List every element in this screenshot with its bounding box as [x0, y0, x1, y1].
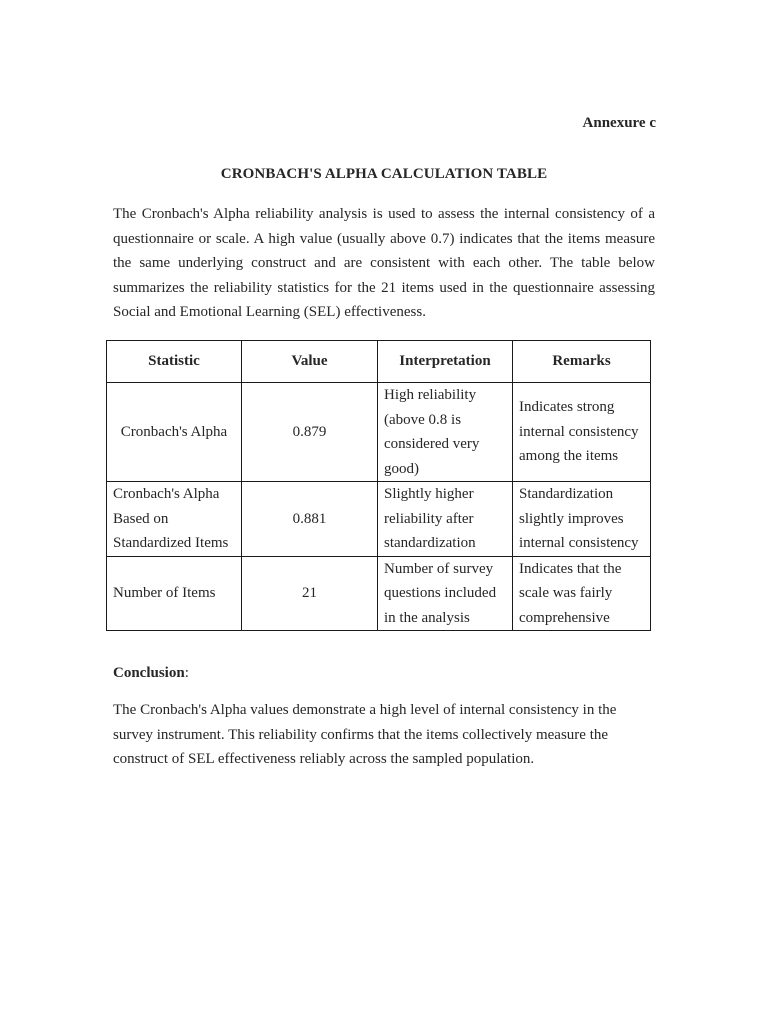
conclusion-heading [113, 663, 189, 683]
cell-remarks: Standardization slightly improves internal consistency [513, 482, 651, 557]
table-row [107, 383, 651, 482]
cell-statistic: Cronbach's Alpha [107, 383, 242, 482]
cell-statistic: Number of Items [107, 556, 242, 631]
table-row [107, 482, 651, 557]
cell-interpretation: Number of survey questions included in the analysis [378, 556, 513, 631]
conclusion-paragraph: The Cronbach's Alpha values demonstrate a high level of internal consistency in the survey instrument. This reliability confirms that the items collectively measure the construct of SEL effectiveness reliably across the sampled population. [113, 702, 617, 767]
intro-paragraph: The Cronbach's Alpha reliability analysis is used to assess the internal consistency of a questionnaire or scale. A high value (usually above 0.7) indicates that the items measure the same underlying construct and are consistent with each other. The table below summarizes the reliability statistics for the 21 items used in the questionnaire assessing Social and Emotional Learning (SEL) effectiveness. [113, 206, 655, 320]
annexure-label: Annexure c [582, 115, 656, 131]
header-interpretation: Interpretation [378, 341, 513, 383]
cell-interpretation: High reliability (above 0.8 is considered very good) [378, 383, 513, 482]
conclusion-heading-text: Conclusion [113, 665, 185, 681]
reliability-table [106, 340, 651, 631]
cell-remarks: Indicates that the scale was fairly comprehensive [513, 556, 651, 631]
table-header-row [107, 341, 651, 383]
table-row [107, 556, 651, 631]
cell-value: 0.879 [242, 383, 378, 482]
cell-interpretation: Slightly higher reliability after standardization [378, 482, 513, 557]
cell-statistic: Cronbach's Alpha Based on Standardized Items [107, 482, 242, 557]
conclusion-heading-colon: : [184, 665, 189, 681]
header-statistic: Statistic [107, 341, 242, 383]
cell-value: 0.881 [242, 482, 378, 557]
page-title: CRONBACH'S ALPHA CALCULATION TABLE [220, 166, 548, 182]
header-remarks: Remarks [513, 341, 651, 383]
cell-remarks: Indicates strong internal consistency among the items [513, 383, 651, 482]
header-value: Value [242, 341, 378, 383]
cell-value: 21 [242, 556, 378, 631]
